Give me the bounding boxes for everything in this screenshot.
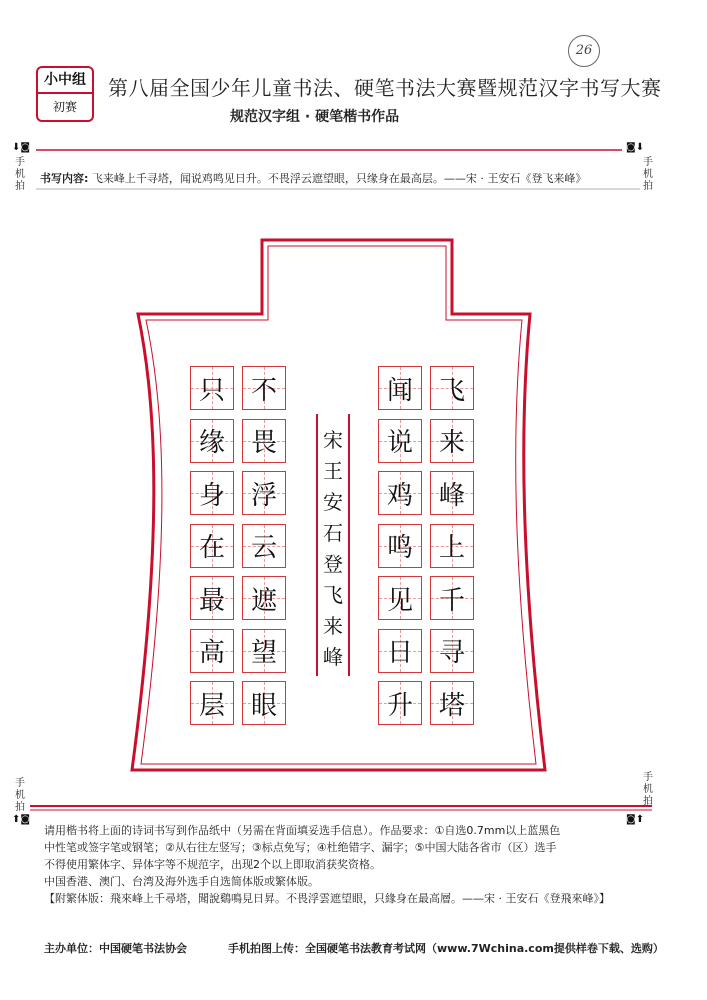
- grid-cell: [190, 524, 234, 568]
- grid-cell: [242, 576, 286, 620]
- grid-cell: [190, 471, 234, 515]
- signature-character: 王: [323, 459, 343, 483]
- grid-cell: [242, 366, 286, 410]
- grid-character: 最: [198, 585, 225, 616]
- grid-character: 身: [198, 480, 225, 511]
- camera-icon: ⬆◙: [12, 814, 31, 825]
- grid-cell: [190, 629, 234, 673]
- grid-cell: [430, 576, 474, 620]
- requirements-text: [44, 822, 674, 907]
- signature-character: 宋: [323, 428, 343, 452]
- handwritten-number: 26: [568, 35, 600, 67]
- grid-cell: [378, 681, 422, 725]
- writing-content-text: 飞来峰上千寻塔，闻说鸡鸣见日升。不畏浮云遮望眼，只缘身在最高层。——宋 · 王安石《登飞来峰》: [91, 172, 587, 185]
- grid-character: 日: [386, 638, 413, 668]
- camera-icon: ⬇◙: [12, 142, 31, 153]
- grid-character: 缘: [198, 428, 225, 458]
- grid-cell: [430, 524, 474, 568]
- writing-content: [40, 170, 586, 186]
- grid-cell: [430, 681, 474, 725]
- grid-character: 鸣: [386, 533, 413, 563]
- grid-cell: [430, 419, 474, 463]
- grid-cell: [430, 629, 474, 673]
- signature-character: 石: [323, 521, 343, 545]
- requirement-line: 不得使用繁体字、异体字等不规范字，出现2个以上即取消获奖资格。: [44, 858, 381, 871]
- stage-label: 初赛: [52, 100, 77, 114]
- grid-cell: [190, 681, 234, 725]
- grid-character: 升: [386, 690, 413, 721]
- phone-photo-label-bottom-left: 手机拍: [15, 778, 25, 813]
- phone-photo-label-bottom-right: 手机拍: [643, 772, 653, 807]
- signature-character: 来: [323, 614, 343, 638]
- camera-icon: ◙⬆: [626, 814, 645, 825]
- signature-strip: [316, 414, 350, 676]
- grid-cell: [242, 524, 286, 568]
- grid-character: 遮: [250, 585, 277, 616]
- grid-character: 飞: [438, 375, 465, 406]
- grid-cell: [378, 366, 422, 410]
- grid-character: 层: [198, 690, 225, 721]
- grid-character: 眼: [250, 690, 277, 721]
- phone-photo-label-top-right: 手机拍: [643, 157, 653, 192]
- grid-cell: [378, 524, 422, 568]
- grid-cell: [190, 366, 234, 410]
- upload-info: 手机拍图上传：全国硬笔书法教育考试网（www.7Wchina.com提供样卷下载、选购）: [228, 942, 664, 955]
- grid-cell: [378, 419, 422, 463]
- grid-character: 畏: [250, 428, 277, 458]
- grid-character: 望: [250, 638, 277, 668]
- grid-character: 塔: [438, 690, 465, 721]
- signature-character: 飞: [323, 583, 343, 607]
- signature-character: 安: [323, 490, 343, 514]
- signature-character: 峰: [323, 645, 343, 669]
- grid-character: 高: [198, 638, 225, 668]
- phone-photo-label-top-left: 手机拍: [15, 157, 25, 192]
- requirement-line: 中国香港、澳门、台湾及海外选手自选简体版或繁体版。: [44, 875, 319, 888]
- grid-character: 云: [250, 533, 277, 563]
- requirement-line: 【附繁体版：飛來峰上千尋塔，聞說鷄鳴見日昇。不畏浮雲遮望眼，只緣身在最高層。——宋 · 王安石《登飛來峰》】: [44, 892, 610, 905]
- grid-cell: [378, 471, 422, 515]
- grid-cell: [242, 629, 286, 673]
- grid-character: 见: [386, 585, 413, 616]
- grid-character: 峰: [438, 480, 465, 511]
- grid-character: 不: [250, 375, 277, 406]
- grid-character: 浮: [250, 480, 277, 511]
- grid-character: 千: [438, 585, 465, 616]
- grid-character: 闻: [386, 375, 413, 406]
- group-label: 小中组: [38, 68, 92, 94]
- category-subtitle: 规范汉字组 · 硬笔楷书作品: [230, 109, 400, 125]
- grid-cell: [190, 419, 234, 463]
- grid-character: 上: [438, 533, 465, 563]
- grid-character: 说: [386, 428, 413, 458]
- contest-title: 第八届全国少年儿童书法、硬笔书法大赛暨规范汉字书写大赛: [108, 76, 662, 100]
- grid-cell: [430, 366, 474, 410]
- grid-cell: [378, 629, 422, 673]
- grid-character: 在: [198, 533, 225, 563]
- requirement-line: 中性笔或签字笔或钢笔；②从右往左竖写；③标点免写；④杜绝错字、漏字；⑤中国大陆各省市（区）选手: [44, 841, 557, 854]
- grid-character: 只: [198, 375, 225, 406]
- grid-cell: [190, 576, 234, 620]
- grid-cell: [242, 471, 286, 515]
- grid-character: 鸡: [386, 480, 413, 511]
- grid-character: 来: [438, 428, 465, 458]
- grid-cell: [242, 681, 286, 725]
- camera-icon: ◙⬇: [626, 142, 645, 153]
- signature-character: 登: [323, 552, 343, 576]
- organizer: 主办单位：中国硬笔书法协会: [44, 942, 187, 955]
- grid-character: 寻: [438, 638, 465, 668]
- grid-cell: [242, 419, 286, 463]
- grid-cell: [430, 471, 474, 515]
- requirement-line: 请用楷书将上面的诗词书写到作品纸中（另需在背面填妥选手信息）。作品要求：①自选0.7mm以上蓝黑色: [44, 824, 561, 837]
- grid-cell: [378, 576, 422, 620]
- writing-content-label: 书写内容:: [40, 172, 89, 185]
